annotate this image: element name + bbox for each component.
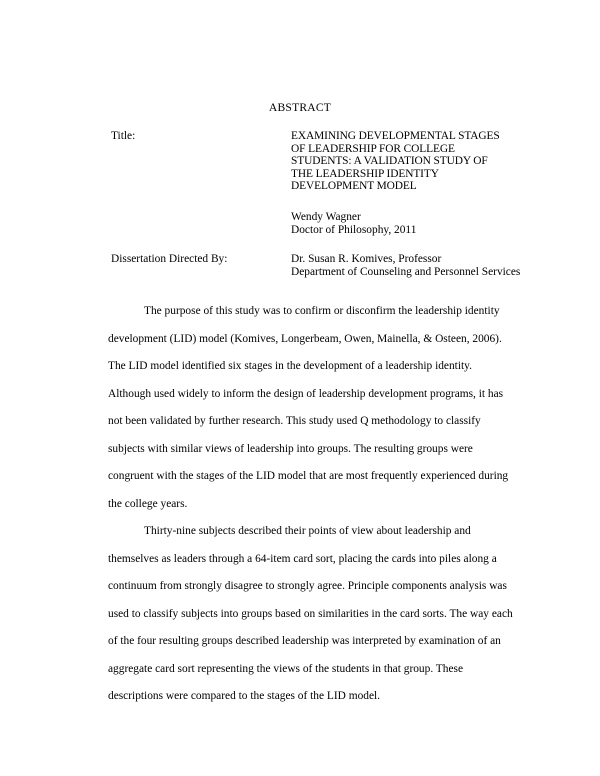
paragraph-line: The LID model identified six stages in the development of a leadership identity. <box>108 360 472 372</box>
paragraph-line: Although used widely to inform the design of leadership development programs, it has <box>108 387 504 400</box>
author-name: Wendy Wagner <box>291 211 361 223</box>
director-department: Department of Counseling and Personnel Services <box>291 265 521 278</box>
paragraph-line: congruent with the stages of the LID model that are most frequently experienced during <box>108 470 509 482</box>
paragraph-line: Thirty-nine subjects described their points of view about leadership and <box>144 525 471 537</box>
title-line: OF LEADERSHIP FOR COLLEGE <box>291 142 455 155</box>
paragraph-line: not been validated by further research. This study used Q methodology to classify <box>108 415 481 427</box>
director-block <box>291 253 551 278</box>
paragraph-line: continuum from strongly disagree to strongly agree. Principle components analysis was <box>108 580 507 592</box>
director-name: Dr. Susan R. Komives, Professor <box>291 253 442 265</box>
paragraph-line: aggregate card sort representing the views of the students in that group. These <box>108 662 464 675</box>
paragraph-line: of the four resulting groups described leadership was interpreted by examination of an <box>108 635 501 647</box>
title-line: DEVELOPMENT MODEL <box>291 180 417 192</box>
page-heading: ABSTRACT <box>268 101 332 114</box>
title-line: STUDENTS: A VALIDATION STUDY OF <box>291 155 488 167</box>
paragraph-line: development (LID) model (Komives, Longerbeam, Owen, Mainella, & Osteen, 2006). <box>108 332 502 345</box>
abstract-paragraph-2 <box>108 524 528 717</box>
title-line: EXAMINING DEVELOPMENTAL STAGES <box>291 130 500 142</box>
title-line: THE LEADERSHIP IDENTITY <box>291 167 439 180</box>
dissertation-title <box>291 130 551 193</box>
paragraph-line: the college years. <box>108 497 188 510</box>
author-block <box>291 211 551 236</box>
director-label: Dissertation Directed By: <box>111 253 228 265</box>
degree-year: Doctor of Philosophy, 2011 <box>291 223 417 236</box>
paragraph-line: The purpose of this study was to confirm or disconfirm the leadership identity <box>144 305 500 317</box>
paragraph-line: themselves as leaders through a 64-item card sort, placing the cards into piles along a <box>108 552 497 565</box>
paragraph-line: subjects with similar views of leadership into groups. The resulting groups were <box>108 442 473 455</box>
title-label: Title: <box>111 130 136 142</box>
paragraph-line: used to classify subjects into groups based on similarities in the card sorts. The way each <box>108 607 513 620</box>
paragraph-line: descriptions were compared to the stages of the LID model. <box>108 690 381 702</box>
abstract-paragraph-1 <box>108 304 528 524</box>
